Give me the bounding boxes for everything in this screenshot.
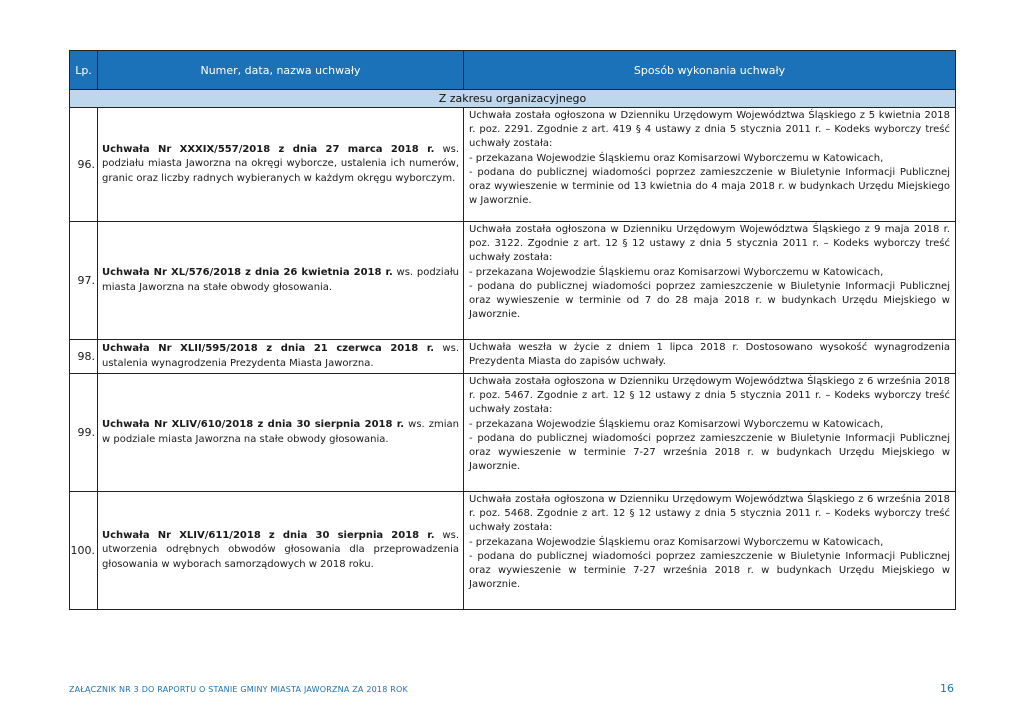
resolution-subject: ws. podziału miasta Jaworzna na stałe obwody głosowania. <box>102 267 459 293</box>
page-number: 16 <box>940 682 954 695</box>
header-exec: Sposób wykonania uchwały <box>464 51 956 90</box>
table-row <box>70 222 956 340</box>
row-number: 96. <box>70 108 98 222</box>
execution-paragraph: - przekazana Wojewodzie Śląskiemu oraz Komisarzowi Wyborczemu w Katowicach, <box>469 536 884 548</box>
execution-paragraph: Uchwała została ogłoszona w Dzienniku Urzędowym Województwa Śląskiego z 5 kwietnia 2018 r. poz. 2291. Zgodnie z art. 419 § 4 ustawy z dnia 5 stycznia 2011 r. – Kodeks wyborczy treść uchwały została: <box>469 110 950 150</box>
header-lp: Lp. <box>70 51 98 90</box>
table-row <box>70 340 956 374</box>
execution-cell <box>464 222 956 340</box>
execution-paragraph: Uchwała została ogłoszona w Dzienniku Urzędowym Województwa Śląskiego z 9 maja 2018 r. poz. 3122. Zgodnie z art. 12 § 12 ustawy z dnia 5 stycznia 2011 r. – Kodeks wyborczy treść uchwały została: <box>469 224 950 264</box>
resolution-title-cell <box>98 340 464 374</box>
execution-paragraph: - podana do publicznej wiadomości poprzez zamieszczenie w Biuletynie Informacji Publicznej oraz wywieszenie w terminie od 13 kwietnia do 4 maja 2018 r. w budynkach Urzędu Miejskiego w Jaworznie. <box>469 166 950 207</box>
resolution-title-cell <box>98 222 464 340</box>
row-number: 99. <box>70 374 98 492</box>
execution-cell <box>464 374 956 492</box>
execution-paragraph: Uchwała została ogłoszona w Dzienniku Urzędowym Województwa Śląskiego z 6 września 2018 r. poz. 5468. Zgodnie z art. 12 § 12 ustawy z dnia 5 stycznia 2011 r. – Kodeks wyborczy treść uchwały została: <box>469 494 950 534</box>
header-name: Numer, data, nazwa uchwały <box>98 51 464 90</box>
resolution-subject: ws. podziału miasta Jaworzna na okręgi wyborcze, ustalenia ich numerów, granic oraz liczby radnych wybieranych w każdym okręgu wyborczym. <box>102 144 460 184</box>
execution-paragraph: - podana do publicznej wiadomości poprzez zamieszczenie w Biuletynie Informacji Publicznej oraz wywieszenie w terminie 7-27 września 2018 r. w budynkach Urzędu Miejskiego w Jaworznie. <box>469 432 950 473</box>
resolution-number: Uchwała Nr XLIV/611/2018 z dnia 30 sierpnia 2018 r. <box>102 530 435 542</box>
execution-cell <box>464 492 956 610</box>
row-number: 97. <box>70 222 98 340</box>
resolution-title-cell <box>98 374 464 492</box>
row-number: 98. <box>70 340 98 374</box>
execution-cell <box>464 108 956 222</box>
execution-paragraph: - podana do publicznej wiadomości poprzez zamieszczenie w Biuletynie Informacji Publicznej oraz wywieszenie w terminie od 7 do 28 maja 2018 r. w budynkach Urzędu Miejskiego w Jaworznie. <box>469 280 950 321</box>
resolution-title-cell <box>98 108 464 222</box>
resolution-subject: ws. utworzenia odrębnych obwodów głosowania dla przeprowadzenia głosowania w wyborach samorządowych w 2018 roku. <box>102 530 459 570</box>
resolution-subject: ws. ustalenia wynagrodzenia Prezydenta Miasta Jaworzna. <box>102 343 459 369</box>
execution-paragraph: - podana do publicznej wiadomości poprzez zamieszczenie w Biuletynie Informacji Publicznej oraz wywieszenie w terminie 7-27 września 2018 r. w budynkach Urzędu Miejskiego w Jaworznie. <box>469 550 950 591</box>
execution-paragraph: Uchwała weszła w życie z dniem 1 lipca 2018 r. Dostosowano wysokość wynagrodzenia Prezydenta Miasta do zapisów uchwały. <box>469 342 950 368</box>
table-row <box>70 374 956 492</box>
resolutions-table <box>69 50 956 610</box>
table-row <box>70 108 956 222</box>
execution-paragraph: - przekazana Wojewodzie Śląskiemu oraz Komisarzowi Wyborczemu w Katowicach, <box>469 418 884 430</box>
resolution-number: Uchwała Nr XXXIX/557/2018 z dnia 27 marca 2018 r. <box>102 144 435 156</box>
execution-paragraph: - przekazana Wojewodzie Śląskiemu oraz Komisarzowi Wyborczemu w Katowicach, <box>469 152 884 164</box>
execution-cell <box>464 340 956 374</box>
document-page <box>69 50 955 610</box>
footer-title: ZAŁĄCZNIK NR 3 DO RAPORTU O STANIE GMINY MIASTA JAWORZNA ZA 2018 ROK <box>69 685 408 694</box>
table-row <box>70 492 956 610</box>
execution-paragraph: - przekazana Wojewodzie Śląskiemu oraz Komisarzowi Wyborczemu w Katowicach, <box>469 266 884 278</box>
section-row <box>70 90 956 108</box>
resolution-subject: ws. zmian w podziale miasta Jaworzna na stałe obwody głosowania. <box>102 419 459 445</box>
table-header-row <box>70 51 956 90</box>
resolution-number: Uchwała Nr XLIV/610/2018 z dnia 30 sierpnia 2018 r. <box>102 419 405 431</box>
section-title: Z zakresu organizacyjnego <box>70 90 956 108</box>
resolution-number: Uchwała Nr XL/576/2018 z dnia 26 kwietnia 2018 r. <box>102 267 393 279</box>
resolution-title-cell <box>98 492 464 610</box>
row-number: 100. <box>70 492 98 610</box>
resolution-number: Uchwała Nr XLII/595/2018 z dnia 21 czerwca 2018 r. <box>102 343 435 355</box>
execution-paragraph: Uchwała została ogłoszona w Dzienniku Urzędowym Województwa Śląskiego z 6 września 2018 r. poz. 5467. Zgodnie z art. 12 § 12 ustawy z dnia 5 stycznia 2011 r. – Kodeks wyborczy treść uchwały została: <box>469 376 950 416</box>
